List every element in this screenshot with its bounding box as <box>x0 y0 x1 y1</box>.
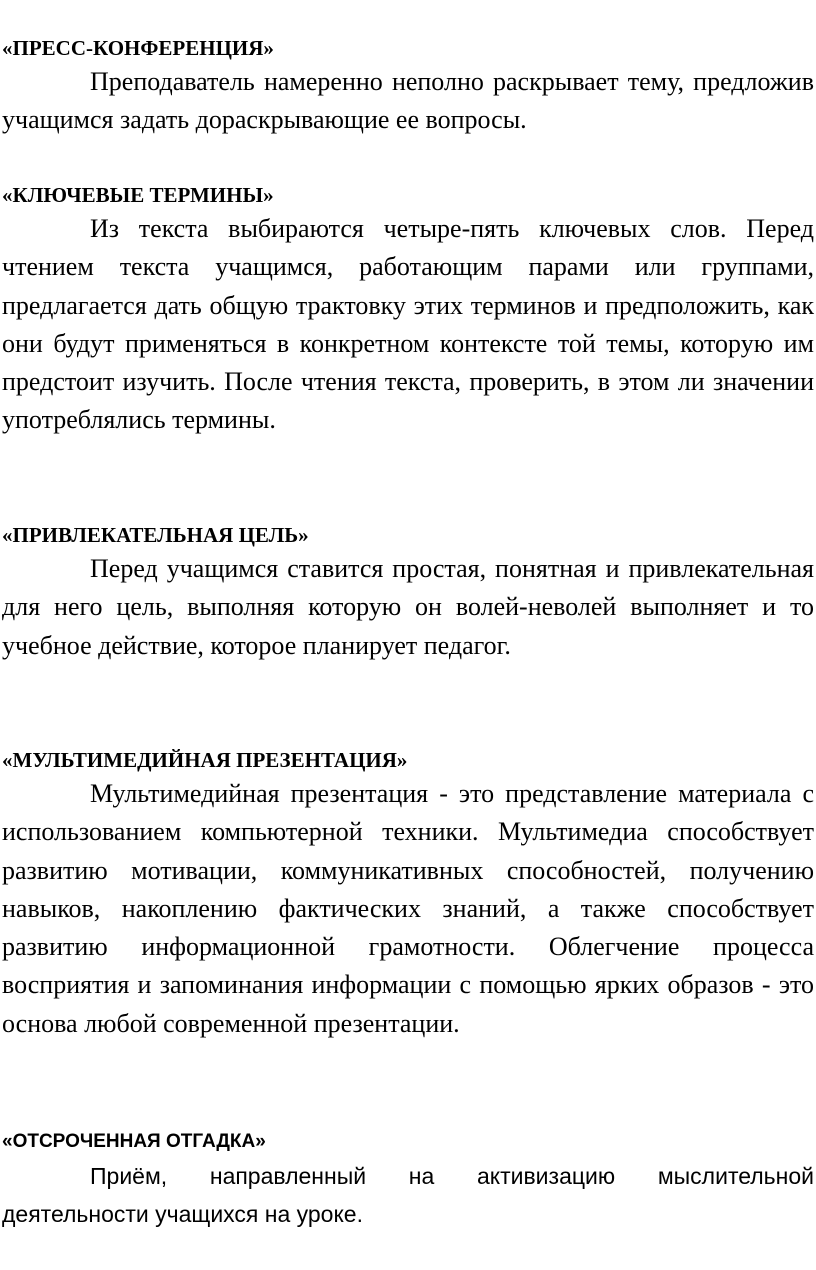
section-key-terms <box>0 180 816 440</box>
section-multimedia-presentation <box>0 745 816 1043</box>
section-heading: «ОТСРОЧЕННАЯ ОТГАДКА» <box>2 1131 266 1152</box>
section-attractive-goal <box>0 520 816 665</box>
section-paragraph: Мультимедийная презентация - это представление материала с использованием компьютерной техники. Мультимедиа способствует развитию мотивации, коммуникативных способностей, получению навыков, накоплению фактических знаний, а также способствует развитию информационной грамотности. Облегчение процесса восприятия и запоминания информации с помощью ярких образов - это основа любой современной презентации. <box>2 779 814 1038</box>
section-heading: «ПРЕСС-КОНФЕРЕНЦИЯ» <box>2 36 274 60</box>
section-heading: «КЛЮЧЕВЫЕ ТЕРМИНЫ» <box>2 183 274 207</box>
section-paragraph: Преподаватель намеренно неполно раскрывает тему, предложив учащимся задать дораскрывающие ее вопросы. <box>2 67 814 135</box>
section-press-conference <box>0 33 816 140</box>
section-paragraph: Из текста выбираются четыре-пять ключевых слов. Перед чтением текста учащимся, работающим парами или группами, предлагается дать общую трактовку этих терминов и предположить, как они будут применяться в конкретном контексте той темы, которую им предстоит изучить. После чтения текста, проверить, в этом ли значении употреблялись термины. <box>2 214 814 435</box>
section-paragraph: Приём, направленный на активизацию мыслительной деятельности учащихся на уроке. <box>2 1163 814 1227</box>
section-delayed-answer <box>0 1127 816 1233</box>
section-heading: «МУЛЬТИМЕДИЙНАЯ ПРЕЗЕНТАЦИЯ» <box>2 748 408 772</box>
section-heading: «ПРИВЛЕКАТЕЛЬНАЯ ЦЕЛЬ» <box>2 523 309 547</box>
section-paragraph: Перед учащимся ставится простая, понятная и привлекательная для него цель, выполняя которую он волей-неволей выполняет и то учебное действие, которое планирует педагог. <box>2 554 814 660</box>
